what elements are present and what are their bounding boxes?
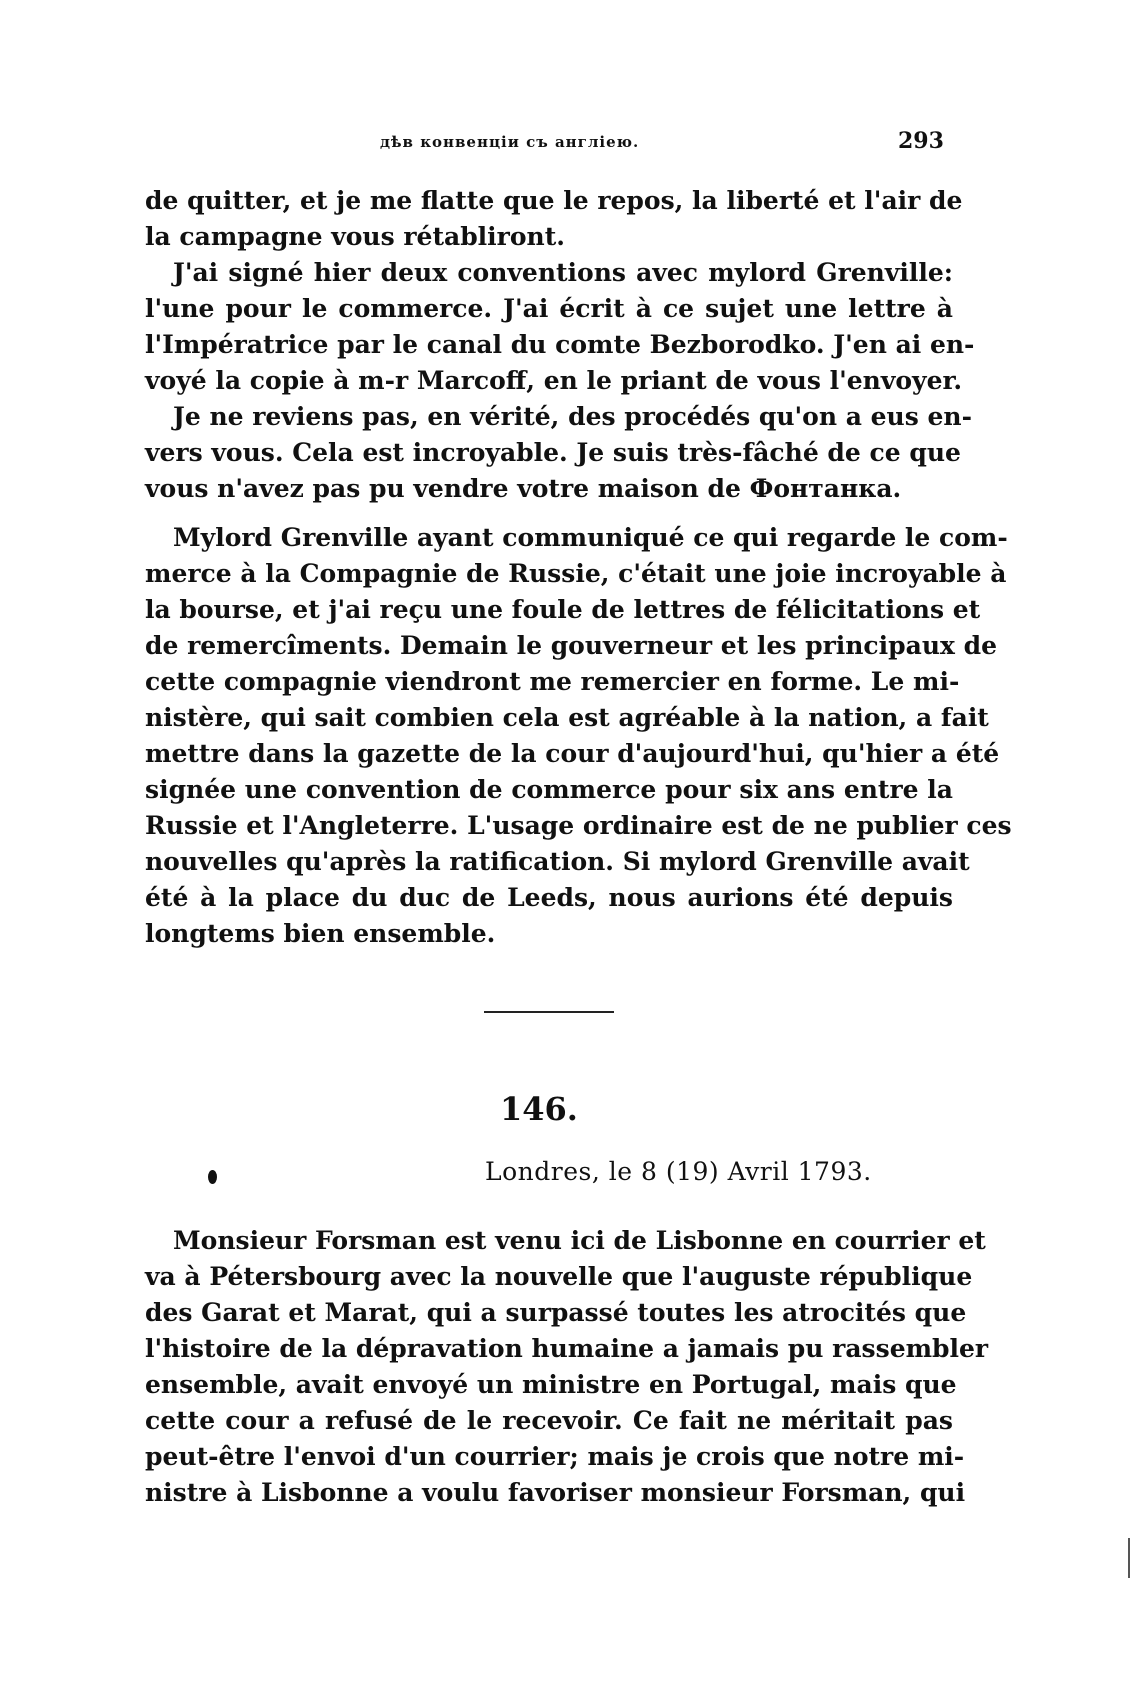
text-line: va à Pétersbourg avec la nouvelle que l'auguste république [145,1262,973,1291]
text-line: signée une convention de commerce pour six ans entre la [145,775,953,804]
text-line: peut-être l'envoi d'un courrier; mais je crois que notre mi- [145,1442,965,1471]
text-line: cette compagnie viendront me remercier en forme. Le mi- [145,667,960,696]
section-divider [484,1011,614,1013]
text-line: l'une pour le commerce. J'ai écrit à ce sujet une lettre à [145,294,953,323]
text-line: nistère, qui sait combien cela est agréable à la nation, a fait [145,703,989,732]
text-line: voyé la copie à m-r Marcoff, en le priant de vous l'envoyer. [145,366,963,395]
text-line: mettre dans la gazette de la cour d'aujourd'hui, qu'hier a été [145,739,1000,768]
text-line: vous n'avez pas pu vendre votre maison de Фонтанка. [145,474,902,503]
scan-edge-mark [1128,1538,1130,1578]
ink-speck [208,1170,217,1184]
page-number: 293 [898,128,944,154]
text-line: vers vous. Cela est incroyable. Je suis très-fâché de ce que [145,438,961,467]
text-line: longtems bien ensemble. [145,919,496,948]
text-line: nistre à Lisbonne a voulu favoriser monsieur Forsman, qui [145,1478,966,1507]
letter-number: 146. [500,1090,578,1128]
text-line: la bourse, et j'ai reçu une foule de lettres de félicitations et [145,595,981,624]
text-line: cette cour a refusé de le recevoir. Ce fait ne méritait pas [145,1406,953,1435]
text-line: ensemble, avait envoyé un ministre en Portugal, mais que [145,1370,957,1399]
text-line: Je ne reviens pas, en vérité, des procédés qu'on a eus en- [173,402,972,431]
text-line: été à la place du duc de Leeds, nous aurions été depuis [145,883,953,912]
text-line: des Garat et Marat, qui a surpassé toutes les atrocités que [145,1298,967,1327]
text-line: J'ai signé hier deux conventions avec mylord Grenville: [173,258,953,287]
text-line: nouvelles qu'après la ratification. Si mylord Grenville avait [145,847,970,876]
text-line: de remercîments. Demain le gouverneur et les principaux de [145,631,998,660]
letter-dateline: Londres, le 8 (19) Avril 1793. [485,1157,872,1186]
text-line: merce à la Compagnie de Russie, c'était une joie incroyable à [145,559,1007,588]
running-head: дѣв конвенціи съ англіею. [380,133,640,151]
text-line: Monsieur Forsman est venu ici de Lisbonne en courrier et [173,1226,986,1255]
text-line: Russie et l'Angleterre. L'usage ordinaire est de ne publier ces [145,811,1012,840]
text-line: de quitter, et je me flatte que le repos, la liberté et l'air de [145,186,963,215]
text-line: l'Impératrice par le canal du comte Bezborodko. J'en ai en- [145,330,975,359]
text-line: l'histoire de la dépravation humaine a jamais pu rassembler [145,1334,989,1363]
text-line: Mylord Grenville ayant communiqué ce qui regarde le com- [173,523,1008,552]
text-line: la campagne vous rétabliront. [145,222,565,251]
